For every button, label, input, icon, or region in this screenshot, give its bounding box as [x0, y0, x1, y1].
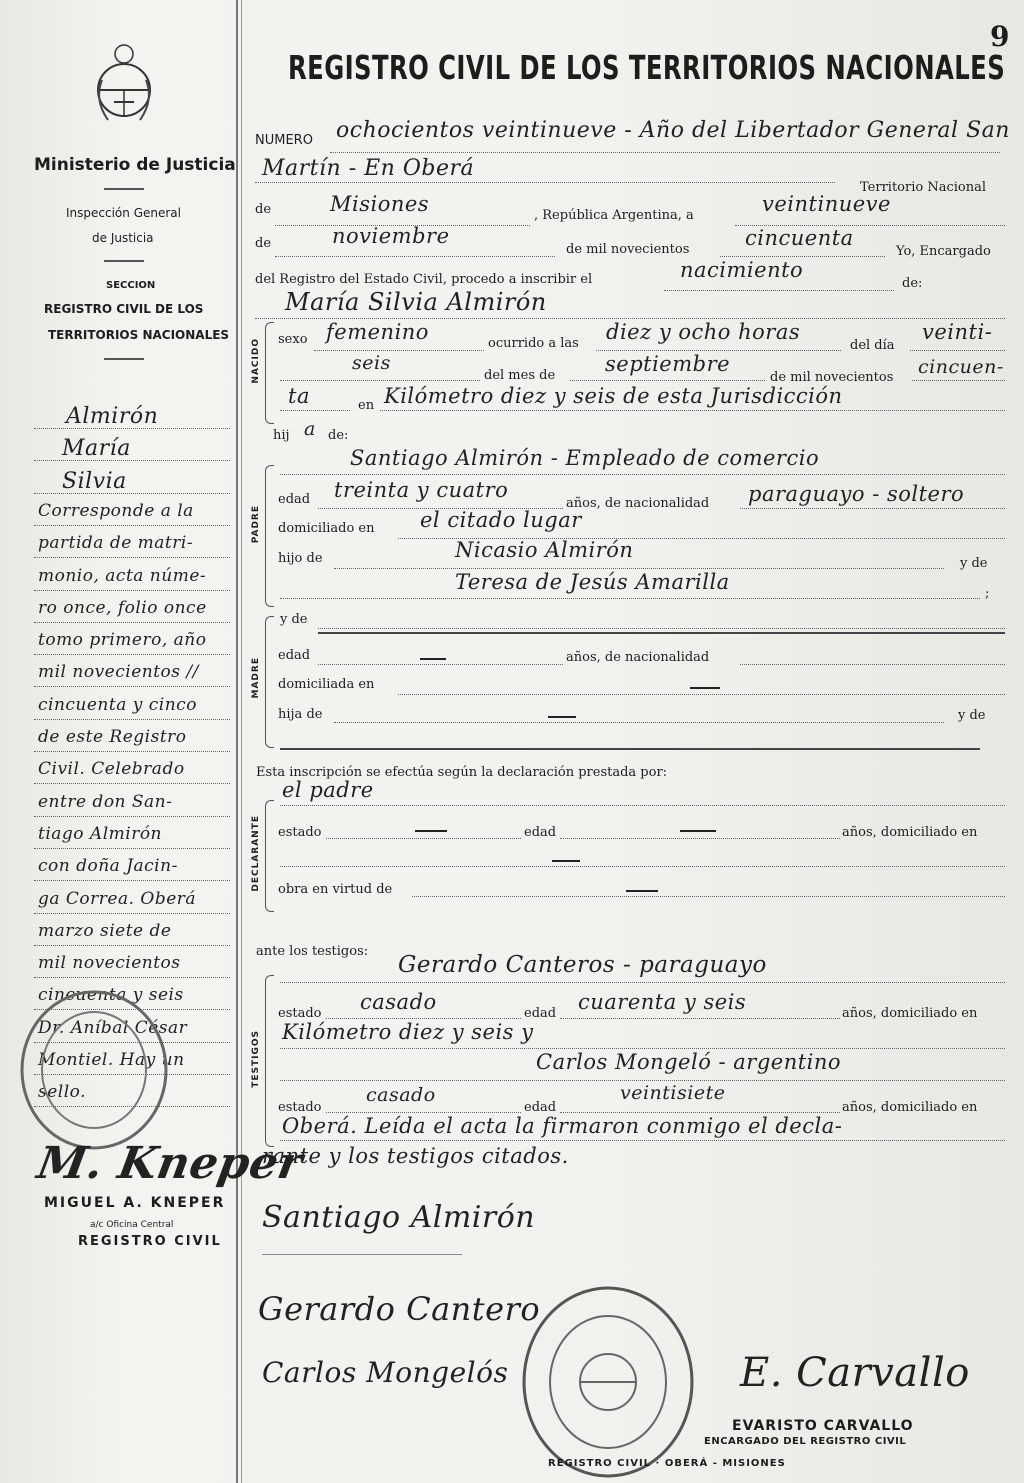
dotted-line — [280, 1140, 1005, 1141]
dotted-line — [664, 290, 894, 291]
numero-label: NUMERO — [255, 133, 313, 148]
signature-line — [262, 1254, 462, 1255]
edad-label: edad — [278, 648, 311, 663]
declarante-tag: DECLARANTE — [251, 815, 261, 892]
strike-line — [318, 632, 1005, 634]
officer-role: ENCARGADO DEL REGISTRO CIVIL — [704, 1436, 907, 1447]
dotted-line — [318, 664, 563, 665]
dotted-line — [34, 686, 230, 687]
estado-label: estado — [278, 1100, 322, 1115]
grandfather-name: Nicasio Almirón — [455, 538, 634, 562]
father-name: Santiago Almirón - Empleado de comercio — [350, 446, 820, 470]
testigo-1-signature: Gerardo Cantero — [258, 1290, 541, 1328]
dotted-line — [326, 838, 521, 839]
domicilio-label: años, domiciliado en — [842, 1100, 978, 1115]
dotted-line — [398, 694, 1005, 695]
domicilio-label: domiciliada en — [278, 677, 375, 692]
y-de-label: y de — [280, 612, 308, 627]
divider — [104, 188, 144, 190]
de-label: de — [255, 202, 272, 217]
numero-value-2: Martín - En Oberá — [262, 156, 475, 181]
blank-dash — [552, 860, 580, 862]
declaracion-label: Esta inscripción se efectúa según la declaración prestada por: — [256, 765, 668, 780]
testigo-2-edad: veintisiete — [620, 1082, 726, 1104]
closing-text: rante y los testigos citados. — [262, 1144, 569, 1168]
day-value: veintinueve — [762, 192, 891, 216]
en-label: en — [358, 398, 375, 413]
marginal-note-line: Corresponde a la — [38, 500, 194, 521]
inspection-label-2: de Justicia — [92, 231, 154, 245]
stamp-office: REGISTRO CIVIL — [78, 1234, 222, 1249]
dotted-line — [412, 896, 1005, 897]
blank-dash — [420, 658, 446, 660]
father-domicile: el citado lugar — [420, 508, 582, 532]
dotted-line — [740, 664, 1005, 665]
stamp-role: a/c Oficina Central — [90, 1220, 174, 1230]
year-label: de mil novecientos — [566, 242, 690, 257]
dotted-line — [334, 722, 944, 723]
estado-label: estado — [278, 825, 322, 840]
dotted-line — [34, 590, 230, 591]
dotted-line — [34, 783, 230, 784]
anio-value: cincuen- — [918, 356, 1004, 378]
divider — [104, 260, 144, 262]
testigo-1-estado: casado — [360, 990, 437, 1014]
bracket — [265, 616, 274, 748]
dotted-line — [34, 525, 230, 526]
ocurrido-label: ocurrido a las — [488, 336, 579, 351]
marginal-note-line: entre don San- — [38, 791, 173, 812]
sexo-value: femenino — [326, 320, 429, 344]
marginal-note-line: sello. — [38, 1082, 86, 1103]
padre-tag: PADRE — [251, 505, 261, 544]
marginal-note-line: Dr. Aníbal César — [38, 1017, 188, 1038]
dotted-line — [34, 751, 230, 752]
y-de-label: y de — [958, 708, 986, 723]
dotted-line — [720, 256, 885, 257]
dotted-line — [318, 628, 1005, 629]
dotted-line — [34, 654, 230, 655]
marginal-note-line: Almirón — [66, 404, 159, 429]
nacionalidad-label: años, de nacionalidad — [566, 650, 710, 665]
stamp-name: MIGUEL A. KNEPER — [44, 1195, 226, 1211]
grandmother-name: Teresa de Jesús Amarilla — [455, 570, 730, 594]
domicilio-label: domiciliado en — [278, 521, 375, 536]
bracket — [265, 975, 274, 1147]
territorio-value: Misiones — [330, 192, 430, 216]
dotted-line — [280, 474, 1005, 475]
marginal-note-line: Silvia — [62, 468, 127, 494]
domicilio-label: años, domiciliado en — [842, 1006, 978, 1021]
encargado-signature: E. Carvallo — [740, 1350, 970, 1396]
marginal-note-line: partida de matri- — [38, 533, 194, 554]
dotted-line — [596, 350, 841, 351]
dotted-line — [560, 1018, 840, 1019]
dotted-line — [280, 805, 1005, 806]
dotted-line — [34, 913, 230, 914]
testigo-2-estado: casado — [366, 1084, 436, 1106]
hijo-de-label: hijo de — [278, 551, 323, 566]
testigos-tag: TESTIGOS — [251, 1030, 261, 1088]
bracket — [265, 322, 274, 424]
coat-of-arms-icon — [94, 40, 154, 132]
blank-dash — [415, 830, 447, 832]
seal-text: REGISTRO CIVIL · OBERÁ - MISIONES — [548, 1458, 786, 1469]
divider — [104, 358, 144, 360]
marginal-note-line: mil novecientos // — [38, 662, 199, 683]
father-age: treinta y cuatro — [334, 478, 509, 502]
lugar-value: Kilómetro diez y seis de esta Jurisdicción — [384, 384, 843, 408]
dotted-line — [380, 410, 1005, 411]
inspection-label: Inspección General — [66, 206, 181, 220]
marginal-note-line: Montiel. Hay un — [38, 1050, 185, 1070]
testigos-label: ante los testigos: — [256, 944, 369, 959]
yo-label: Yo, Encargado — [896, 244, 991, 259]
testigo-2-name: Carlos Mongeló - argentino — [536, 1050, 842, 1074]
hijo-suffix: a — [304, 418, 316, 440]
marginal-note-line: cincuenta y cinco — [38, 694, 197, 715]
dotted-line — [34, 945, 230, 946]
semicolon: ; — [985, 586, 990, 601]
section-label: SECCION — [106, 280, 156, 291]
anio-label: de mil novecientos — [770, 370, 894, 385]
estado-label: estado — [278, 1006, 322, 1021]
dotted-line — [280, 1048, 1005, 1049]
column-divider — [236, 0, 238, 1483]
mes-value: septiembre — [605, 352, 731, 376]
bracket — [265, 465, 274, 607]
dotted-line — [326, 1018, 521, 1019]
marginal-note-line: cincuenta y seis — [38, 985, 184, 1006]
dia-value-2: seis — [352, 352, 391, 374]
blank-dash — [548, 716, 576, 718]
officer-name: EVARISTO CARVALLO — [732, 1418, 914, 1434]
republica-label: , República Argentina, a — [534, 208, 694, 223]
declarante-signature: Santiago Almirón — [262, 1200, 536, 1235]
domicilio-label: años, domiciliado en — [842, 825, 978, 840]
dotted-line — [280, 598, 980, 599]
page-number: 9 — [990, 20, 1010, 53]
marginal-note-line: mil novecientos — [38, 953, 181, 974]
marginal-note-line: Civil. Celebrado — [38, 759, 185, 780]
dotted-line — [34, 719, 230, 720]
edad-label: edad — [524, 1100, 557, 1115]
mes-label: del mes de — [484, 368, 556, 383]
hijo-label: hij — [273, 428, 290, 443]
marginal-note-line: ro once, folio once — [38, 597, 207, 618]
marginal-note-line: tiago Almirón — [38, 823, 163, 844]
nacido-tag: NACIDO — [251, 338, 261, 384]
dotted-line — [334, 568, 944, 569]
de-label: de — [255, 236, 272, 251]
dia-value: veinti- — [922, 320, 993, 344]
anio-value-2: ta — [288, 384, 310, 408]
edad-label: edad — [524, 825, 557, 840]
edad-label: edad — [524, 1006, 557, 1021]
child-name: María Silvia Almirón — [285, 288, 547, 316]
numero-value: ochocientos veintinueve - Año del Libertador General San — [336, 118, 1010, 143]
registro-label: del Registro del Estado Civil, procedo a inscribir el — [255, 272, 593, 287]
provincial-seal-icon — [14, 985, 174, 1155]
de-label: de: — [902, 276, 923, 291]
dotted-line — [255, 182, 835, 183]
month-value: noviembre — [332, 224, 450, 248]
obra-label: obra en virtud de — [278, 882, 393, 897]
madre-tag: MADRE — [251, 657, 261, 699]
dotted-line — [280, 982, 1005, 983]
dotted-line — [34, 557, 230, 558]
dotted-line — [280, 1080, 1005, 1081]
marginal-note-line: con doña Jacin- — [38, 856, 178, 877]
bracket — [265, 800, 274, 912]
blank-dash — [690, 687, 720, 689]
column-divider-2 — [241, 0, 242, 1483]
sidebar-signature: M. Kneper — [33, 1138, 307, 1189]
testigo-2-domicilio: Oberá. Leída el acta la firmaron conmigo el decla- — [282, 1114, 843, 1138]
territorio-label: Territorio Nacional — [860, 180, 986, 195]
marginal-note-line: María — [62, 436, 131, 462]
dotted-line — [740, 508, 1005, 509]
marginal-note-line: monio, acta núme- — [38, 565, 207, 586]
hijo-de-label: de: — [328, 428, 349, 443]
dotted-line — [570, 380, 765, 381]
dotted-line — [314, 350, 484, 351]
marginal-note-line: marzo siete de — [38, 920, 172, 941]
edad-label: edad — [278, 492, 311, 507]
dotted-line — [330, 152, 1000, 153]
sexo-label: sexo — [278, 332, 308, 347]
dotted-line — [34, 622, 230, 623]
dotted-line — [912, 380, 1005, 381]
inscribe-value: nacimiento — [680, 258, 804, 282]
hora-value: diez y ocho horas — [606, 320, 801, 344]
dotted-line — [34, 816, 230, 817]
year-value: cincuenta — [745, 226, 854, 250]
strike-line — [280, 748, 980, 750]
hija-de-label: hija de — [278, 707, 323, 722]
marginal-note-line: ga Correa. Oberá — [38, 888, 197, 909]
dotted-line — [560, 838, 840, 839]
section-line-1: REGISTRO CIVIL DE LOS — [44, 302, 204, 316]
dotted-line — [34, 880, 230, 881]
declarante-value: el padre — [282, 778, 374, 802]
testigo-1-name: Gerardo Canteros - paraguayo — [398, 952, 767, 978]
dotted-line — [255, 318, 1005, 319]
dotted-line — [326, 1112, 521, 1113]
dotted-line — [34, 977, 230, 978]
testigo-1-domicilio: Kilómetro diez y seis y — [282, 1020, 534, 1044]
ministry-label: Ministerio de Justicia — [34, 155, 236, 175]
testigo-2-signature: Carlos Mongelós — [262, 1356, 509, 1389]
dotted-line — [560, 1112, 840, 1113]
blank-dash — [680, 830, 716, 832]
marginal-note-line: tomo primero, año — [38, 630, 207, 651]
page-title: REGISTRO CIVIL DE LOS TERRITORIOS NACIONALES — [288, 48, 1006, 87]
dia-label: del día — [850, 338, 895, 353]
dotted-line — [280, 410, 350, 411]
civil-registry-seal-icon — [518, 1282, 698, 1482]
blank-dash — [626, 890, 658, 892]
dotted-line — [275, 256, 555, 257]
nacionalidad-label: años, de nacionalidad — [566, 496, 710, 511]
dotted-line — [34, 848, 230, 849]
dotted-line — [280, 866, 1005, 867]
dotted-line — [910, 350, 1005, 351]
section-line-2: TERRITORIOS NACIONALES — [48, 328, 230, 342]
dotted-line — [280, 380, 480, 381]
marginal-note-line: de este Registro — [38, 727, 187, 747]
father-nationality: paraguayo - soltero — [748, 482, 965, 506]
y-de-label: y de — [960, 556, 988, 571]
testigo-1-edad: cuarenta y seis — [578, 990, 747, 1014]
